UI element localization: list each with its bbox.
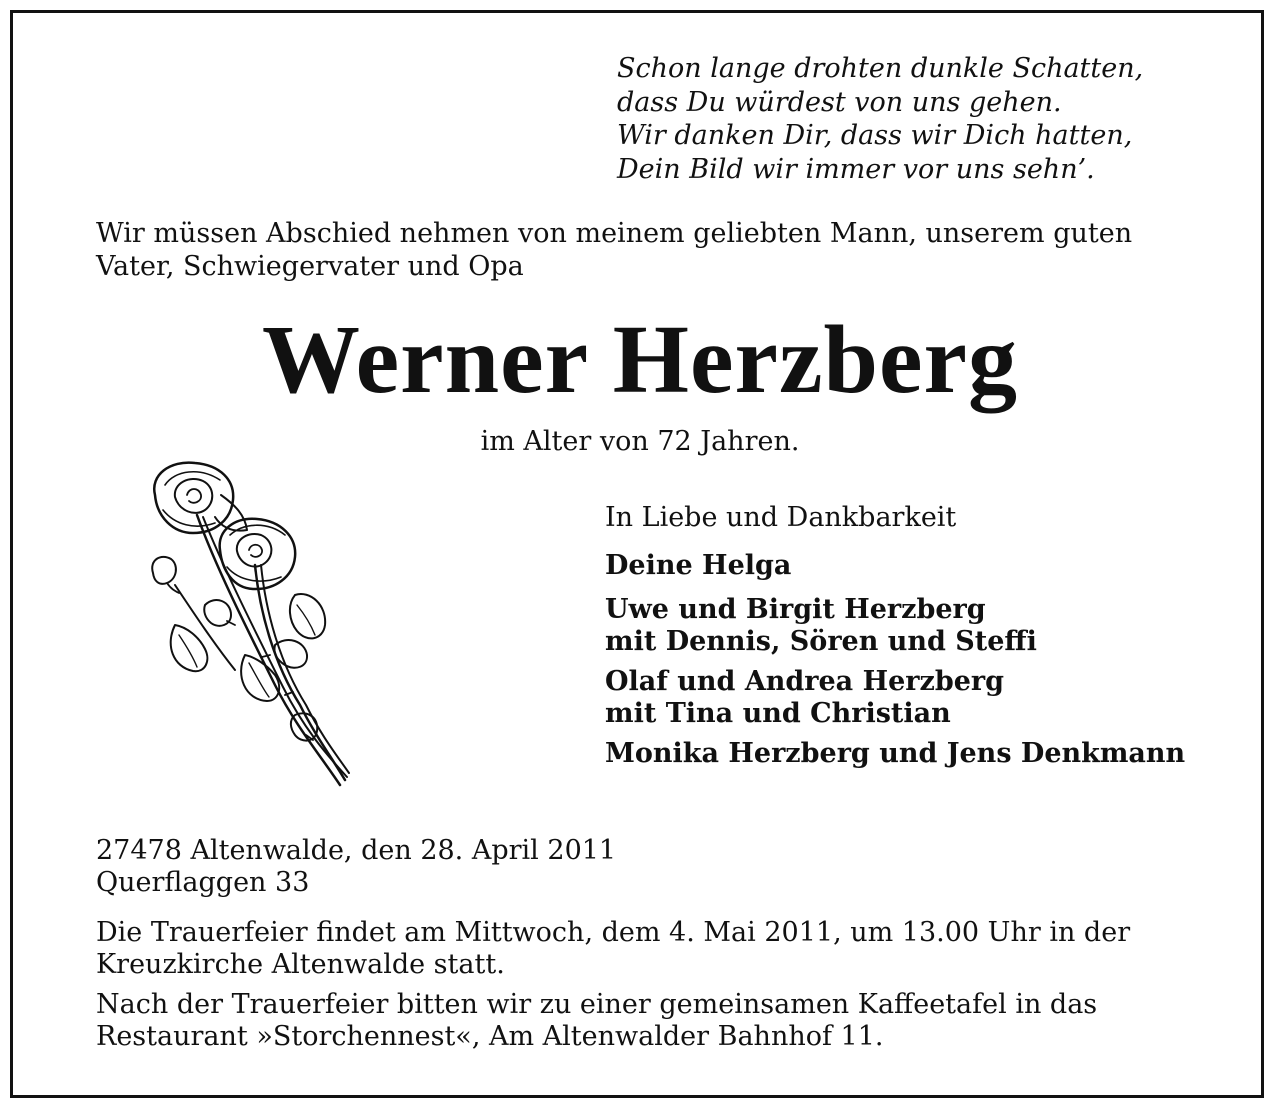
- family-line: mit Dennis, Sören und Steffi: [605, 626, 1037, 657]
- place-date-line: 27478 Altenwalde, den 28. April 2011: [96, 835, 617, 866]
- poem: [617, 52, 1237, 186]
- poem-line: dass Du würdest von uns gehen.: [617, 86, 1062, 118]
- family-group: [605, 738, 1245, 770]
- family-line: Deine Helga: [605, 550, 792, 581]
- funeral-info: [96, 917, 1216, 981]
- intro-text: [96, 217, 1216, 283]
- family-line: Monika Herzberg und Jens Denkmann: [605, 738, 1186, 769]
- intro-line: Wir müssen Abschied nehmen von meinem geliebten Mann, unserem guten: [96, 218, 1133, 249]
- family-group: [605, 666, 1245, 730]
- roses-icon: [135, 455, 365, 795]
- poem-line: Dein Bild wir immer vor uns sehn’.: [617, 153, 1095, 185]
- deceased-name: Werner Herzberg: [261, 306, 1019, 414]
- street-address: Querflaggen 33: [96, 867, 310, 898]
- funeral-line: Die Trauerfeier findet am Mittwoch, dem 4. Mai 2011, um 13.00 Uhr in der: [96, 917, 1131, 948]
- family-line: Olaf und Andrea Herzberg: [605, 666, 1004, 697]
- place-date: [96, 835, 1216, 899]
- family-signatures: [605, 502, 1245, 782]
- family-member-wife: [605, 550, 1245, 582]
- family-group: [605, 594, 1245, 658]
- family-line: Uwe und Birgit Herzberg: [605, 594, 986, 625]
- intro-line: Vater, Schwiegervater und Opa: [96, 251, 524, 282]
- reception-line: Nach der Trauerfeier bitten wir zu einer gemeinsamen Kaffeetafel in das: [96, 989, 1098, 1020]
- reception-line: Restaurant »Storchennest«, Am Altenwalder Bahnhof 11.: [96, 1021, 884, 1052]
- deceased-age: im Alter von 72 Jahren.: [480, 426, 800, 457]
- poem-line: Wir danken Dir, dass wir Dich hatten,: [617, 120, 1133, 151]
- closing-phrase: In Liebe und Dankbarkeit: [605, 502, 957, 533]
- funeral-line: Kreuzkirche Altenwalde statt.: [96, 949, 505, 980]
- family-line: mit Tina und Christian: [605, 698, 951, 729]
- reception-info: [96, 989, 1216, 1053]
- poem-line: Schon lange drohten dunkle Schatten,: [617, 53, 1144, 84]
